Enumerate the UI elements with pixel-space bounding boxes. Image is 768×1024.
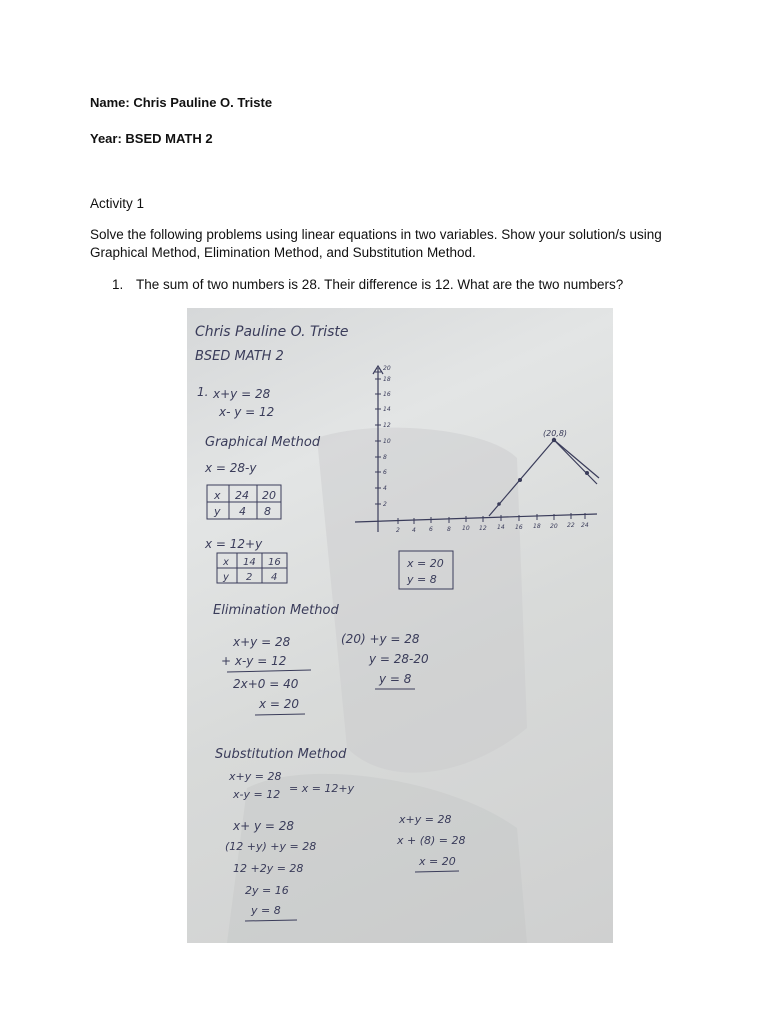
x-tick-label: 20 [550,523,558,530]
sub-line-6: 2y = 16 [245,884,289,897]
table2-cell: 2 [246,572,253,583]
sub-line-1: x+y = 28 [229,770,282,783]
table1-cell: 4 [239,505,246,518]
y-tick-label: 12 [383,422,391,429]
photo-course: BSED MATH 2 [195,349,284,364]
sub-line-4: (12 +y) +y = 28 [225,840,317,853]
sub-line-5: 12 +2y = 28 [233,862,304,875]
sub-right-1: x+y = 28 [399,813,452,826]
photo-eq2: x- y = 12 [219,405,275,419]
table2-cell: 4 [271,572,278,583]
x-tick-label: 12 [479,525,487,532]
y-tick-label: 2 [383,501,387,508]
x-tick-label: 18 [533,523,541,530]
y-tick-label: 10 [383,438,391,445]
student-year: Year: BSED MATH 2 [90,131,213,146]
x-tick-label: 6 [429,526,433,533]
table1-cell: 20 [262,489,276,502]
photo-eq1: x+y = 28 [213,387,271,401]
table2-cell: y [223,572,229,583]
graph-solution-y: y = 8 [407,573,437,586]
sub-line-2: x-y = 12 [233,788,281,801]
x-tick-label: 14 [497,524,505,531]
photo-author: Chris Pauline O. Triste [195,324,349,340]
x-tick-label: 22 [567,522,575,529]
elim-sum-rule [227,670,311,672]
elim-line-4: x = 20 [259,697,300,711]
problem-number: 1. [112,277,124,292]
elim-sub-1: (20) +y = 28 [341,632,420,646]
y-tick-label: 20 [383,365,391,372]
y-tick-label: 6 [383,469,387,476]
elim-answer-underline [255,714,305,715]
activity-title: Activity 1 [90,196,145,211]
sub-right-2: x + (8) = 28 [397,834,466,847]
x-tick-label: 2 [396,527,400,534]
line-x-plus-y [554,440,597,484]
handwritten-solution-photo [187,308,613,943]
table1-cell: y [214,505,221,518]
sub-right-3: x = 20 [419,855,456,868]
table1-cell: 8 [264,505,271,518]
sub-line-3: x+ y = 28 [233,819,295,833]
problem-item [112,276,623,294]
x-tick-label: 10 [462,525,470,532]
y-tick-label: 14 [383,406,391,413]
sub-arrow: = x = 12+y [289,782,355,795]
graphical-rearranged-1: x = 28-y [205,461,257,475]
activity-instructions: Solve the following problems using linear equations in two variables. Show your solution/s using Graphical Method, Elimination Method, and Substitution Method. [90,227,662,260]
graphical-rearranged-2: x = 12+y [205,537,263,551]
photo-problem-number: 1. [197,385,209,399]
y-tick-label: 18 [383,376,391,383]
table2-cell: 16 [268,557,281,568]
y-tick-label: 8 [383,454,387,461]
elim-sub-2: y = 28-20 [369,652,429,666]
sub-line-7: y = 8 [251,904,281,917]
y-tick-label: 4 [383,485,387,492]
table1-cell: x [214,489,221,502]
table2-cell: x [223,557,229,568]
student-name: Name: Chris Pauline O. Triste [90,95,273,110]
table2-cell: 14 [243,557,256,568]
problem-text: The sum of two numbers is 28. Their difference is 12. What are the two numbers? [136,277,624,292]
elimination-heading: Elimination Method [213,603,339,618]
table1-cell: 24 [235,489,249,502]
elim-sub-3: y = 8 [379,672,412,686]
intersection-label: (20,8) [543,429,568,438]
graphical-heading: Graphical Method [205,435,321,450]
x-tick-label: 16 [515,524,523,531]
graph-solution-x: x = 20 [407,557,444,570]
elim-line-2: + x-y = 12 [221,654,287,668]
substitution-heading: Substitution Method [215,747,347,762]
elim-line-3: 2x+0 = 40 [233,677,299,691]
y-tick-label: 16 [383,391,391,398]
elim-line-1: x+y = 28 [233,635,291,649]
x-tick-label: 24 [581,522,589,529]
x-tick-label: 4 [412,527,416,534]
x-tick-label: 8 [447,526,451,533]
